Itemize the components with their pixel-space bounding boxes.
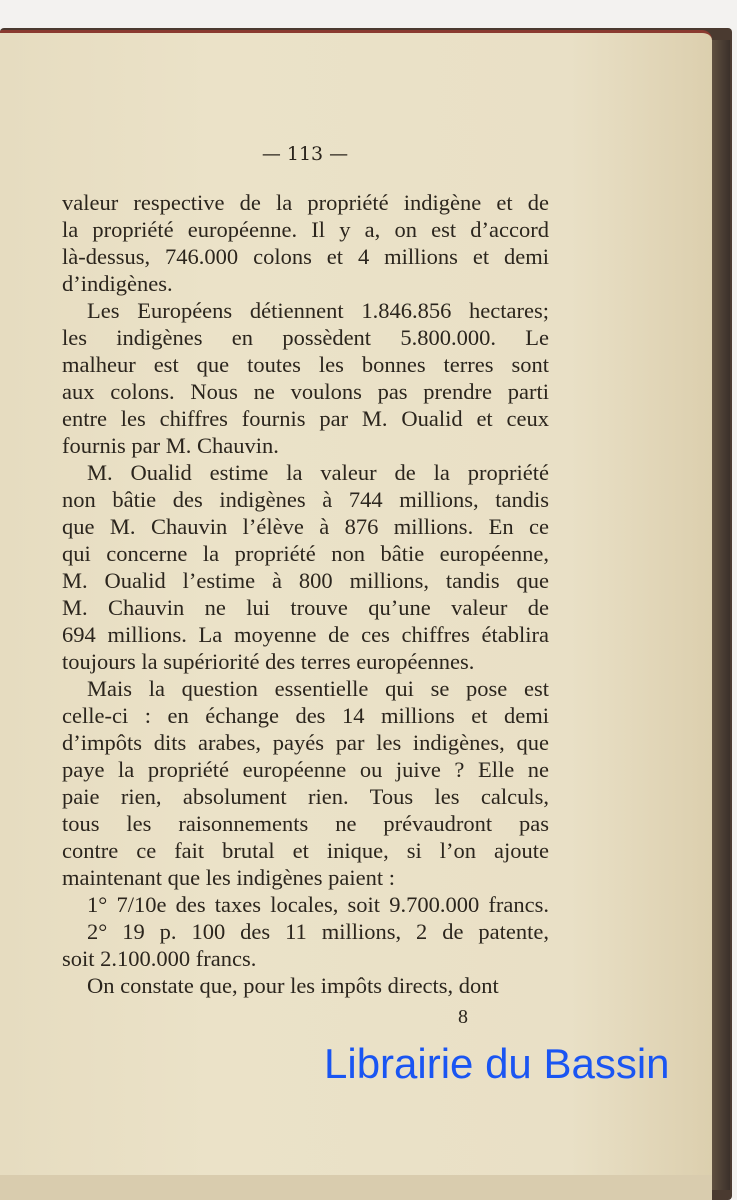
text-line: On constate que, pour les impôts directs, dont <box>87 973 499 998</box>
text-line: aux colons. Nous ne voulons pas prendre parti <box>62 379 549 404</box>
text-line: non bâtie des indigènes à 744 millions, tandis <box>62 487 549 512</box>
watermark: Librairie du Bassin <box>324 1040 670 1087</box>
text-line: 1° 7/10e des taxes locales, soit 9.700.000 francs. <box>87 892 549 917</box>
text-line: malheur est que toutes les bonnes terres sont <box>62 352 549 377</box>
text-line: M. Oualid l’estime à 800 millions, tandis que <box>62 568 549 593</box>
text-line: toujours la supériorité des terres européennes. <box>62 649 475 674</box>
text-line: celle-ci : en échange des 14 millions et demi <box>62 703 549 728</box>
text-line: d’indigènes. <box>62 271 173 296</box>
text-line: valeur respective de la propriété indigène et de <box>62 190 549 215</box>
signature-mark: 8 <box>458 1006 468 1028</box>
text-line: 694 millions. La moyenne de ces chiffres établira <box>62 622 549 647</box>
page-number: — 113 — <box>261 143 349 165</box>
text-line: 2° 19 p. 100 des 11 millions, 2 de patente, <box>87 919 549 944</box>
text-line: entre les chiffres fournis par M. Oualid et ceux <box>62 406 549 431</box>
text-line: là-dessus, 746.000 colons et 4 millions et demi <box>62 244 549 269</box>
text-line: soit 2.100.000 francs. <box>62 946 257 971</box>
text-line: qui concerne la propriété non bâtie européenne, <box>62 541 549 566</box>
text-line: la propriété européenne. Il y a, on est d’accord <box>62 217 549 242</box>
text-line: Mais la question essentielle qui se pose est <box>87 676 549 701</box>
text-line: M. Chauvin ne lui trouve qu’une valeur de <box>62 595 549 620</box>
text-line: paye la propriété européenne ou juive ? Elle ne <box>62 757 549 782</box>
text-line: tous les raisonnements ne prévaudront pas <box>62 811 549 836</box>
text-line: que M. Chauvin l’élève à 876 millions. En ce <box>62 514 549 539</box>
text-line: maintenant que les indigènes paient : <box>62 865 396 890</box>
text-line: paie rien, absolument rien. Tous les calculs, <box>62 784 549 809</box>
page-bottom-edge <box>0 1175 712 1200</box>
text-line: Les Européens détiennent 1.846.856 hectares; <box>87 298 549 323</box>
text-line: d’impôts dits arabes, payés par les indigènes, que <box>62 730 549 755</box>
text-line: contre ce fait brutal et inique, si l’on ajoute <box>62 838 549 863</box>
text-line: les indigènes en possèdent 5.800.000. Le <box>62 325 549 350</box>
text-line: M. Oualid estime la valeur de la propriété <box>87 460 549 485</box>
text-line: fournis par M. Chauvin. <box>62 433 279 458</box>
